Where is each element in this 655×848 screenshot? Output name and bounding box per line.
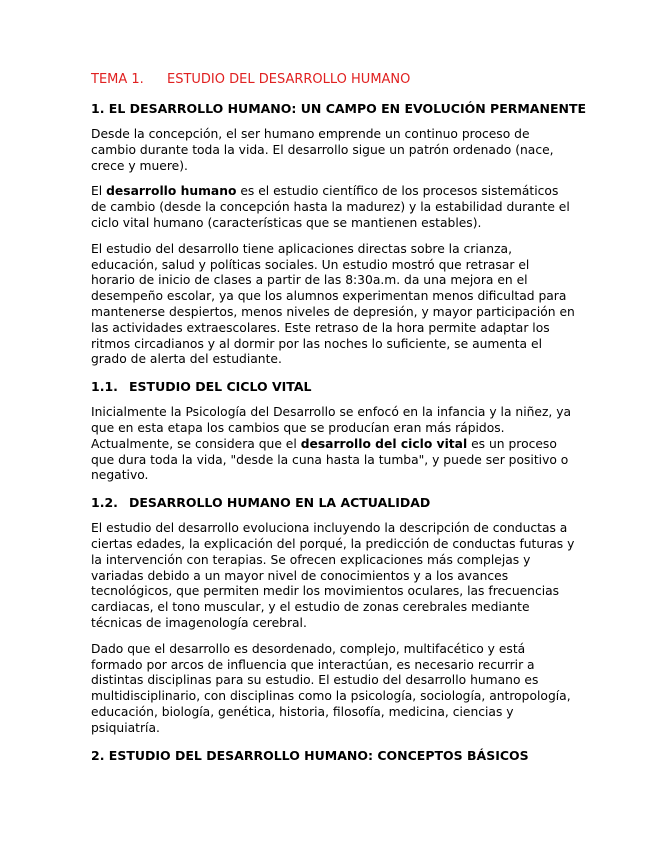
section-1-1-heading xyxy=(91,378,575,395)
section-1-heading: 1. EL DESARROLLO HUMANO: UN CAMPO EN EVOLUCIÓN PERMANENTE xyxy=(91,101,587,116)
bold-term-desarrollo-humano: desarrollo humano xyxy=(106,184,237,199)
section-1-2-heading xyxy=(91,494,575,511)
section-1-2-paragraph-2: Dado que el desarrollo es desordenado, complejo, multifacético y está formado por arcos de influencia que interactúan, es necesario recurrir a distintas disciplinas para su estudio. El estudio del desarrollo humano es multidisciplinario, con disciplinas como la psicología, sociología, antropología, educación, biología, genética, historia, filosofía, medicina, ciencias y psiquiatría. xyxy=(91,641,571,735)
paragraph-text: El xyxy=(91,184,107,199)
topic-name: ESTUDIO DEL DESARROLLO HUMANO xyxy=(167,72,411,87)
paragraph-text: es el estudio científico de los procesos sistemáticos de cambio (desde la concepción hasta la madurez) y la estabilidad durante el ciclo vital humano (características que se mantienen estables). xyxy=(91,184,570,230)
section-1-paragraph-1: Desde la concepción, el ser humano emprende un continuo proceso de cambio durante toda la vida. El desarrollo sigue un patrón ordenado (nace, crece y muere). xyxy=(91,127,554,173)
bold-term-ciclo-vital: desarrollo del ciclo vital xyxy=(300,436,468,451)
section-2-heading: 2. ESTUDIO DEL DESARROLLO HUMANO: CONCEPTOS BÁSICOS xyxy=(91,747,529,763)
paragraph-text: es un proceso que dura toda la vida, "desde la cuna hasta la tumba", y puede ser positivo o negativo. xyxy=(91,436,569,483)
section-1-1-number: 1.1. xyxy=(91,379,118,395)
topic-title xyxy=(91,71,575,89)
section-1-1-paragraph-1 xyxy=(91,405,575,484)
paragraph-text: Inicialmente la Psicología del Desarrollo se enfocó en la infancia y la niñez, ya que en esta etapa los cambios que se producían eran más rápidos. Actualmente, se considera que el xyxy=(91,405,572,451)
section-1-2-title: DESARROLLO HUMANO EN LA ACTUALIDAD xyxy=(129,495,431,511)
section-1-paragraph-2 xyxy=(91,184,575,231)
section-1-2-paragraph-1: El estudio del desarrollo evoluciona incluyendo la descripción de conductas a ciertas edades, la explicación del porqué, la predicción de conductas futuras y la intervención con terapias. Se ofrecen explicaciones más complejas y variadas debido a un mayor nivel de conocimientos y a los avances tecnológicos, que permiten medir los movimientos oculares, las frecuencias cardiacas, el tono muscular, y el estudio de zonas cerebrales mediante técnicas de imagenología cerebral. xyxy=(91,521,575,630)
section-1-2-number: 1.2. xyxy=(91,495,118,511)
topic-number: TEMA 1. xyxy=(91,72,144,87)
section-1-paragraph-3: El estudio del desarrollo tiene aplicaciones directas sobre la crianza, educación, salud y políticas sociales. Un estudio mostró que retrasar el horario de inicio de clases a partir de las 8:30a.m. da una mejora en el desempeño escolar, ya que los alumnos experimentan menos dificultad para mantenerse despiertos, menos niveles de depresión, y mayor participación en las actividades extraescolares. Este retraso de la hora permite adaptar los ritmos circadianos y al dormir por las noches lo suficiente, se aumenta el grado de alerta del estudiante. xyxy=(91,241,575,367)
section-1-1-title: ESTUDIO DEL CICLO VITAL xyxy=(129,379,312,395)
